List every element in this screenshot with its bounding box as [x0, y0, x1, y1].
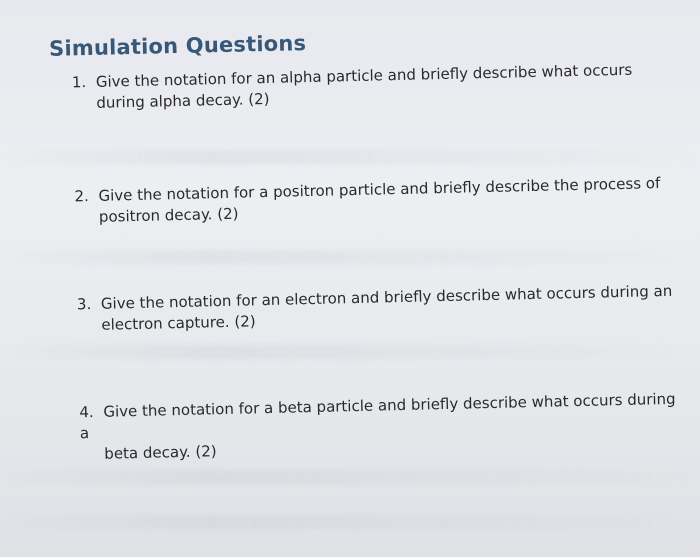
question-text-line-1: Give the notation for an electron and briefly describe what occurs during an — [100, 281, 673, 313]
worksheet-title: Simulation Questions — [48, 31, 307, 61]
question-number: 2. — [74, 187, 89, 206]
question-text-line-1: Give the notation for a beta particle and briefly describe what occurs during a — [79, 389, 676, 443]
question-2 — [74, 173, 675, 229]
question-text-line-1: Give the notation for an alpha particle and briefly describe what occurs — [95, 60, 633, 91]
question-4 — [79, 389, 680, 466]
question-text-line-2: beta decay. (2) — [104, 442, 217, 463]
question-number: 4. — [79, 402, 94, 422]
question-text-line-2: during alpha decay. (2) — [96, 89, 270, 112]
question-3 — [77, 281, 678, 337]
question-number: 3. — [76, 295, 92, 314]
question-text-line-2: positron decay. (2) — [98, 204, 239, 226]
question-text-line-2: electron capture. (2) — [101, 312, 256, 334]
question-text-line-1: Give the notation for a positron particle and briefly describe the process of — [98, 174, 661, 205]
question-1 — [72, 59, 673, 115]
question-number: 1. — [71, 73, 87, 92]
